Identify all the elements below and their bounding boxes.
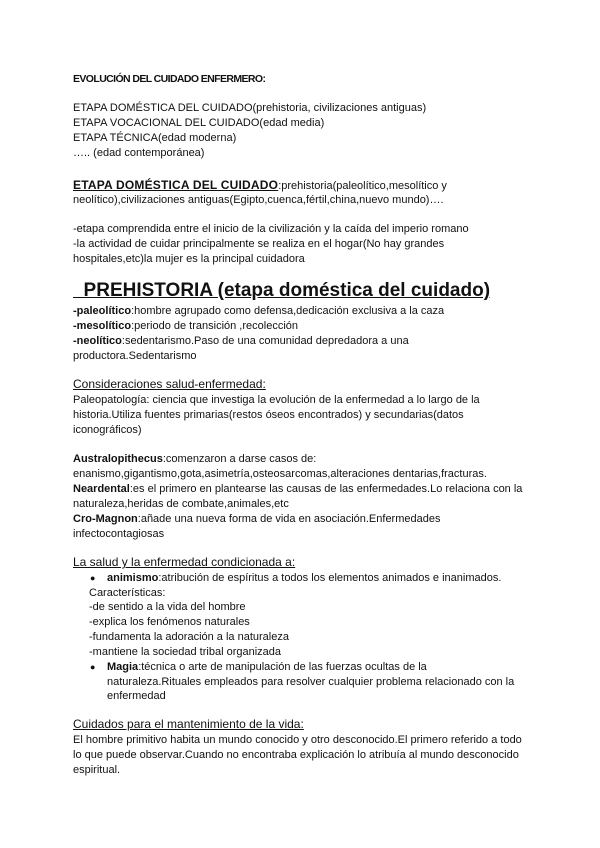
salud-heading: La salud y la enfermedad condicionada a: <box>73 555 296 569</box>
paragraph-line: historia.Utiliza fuentes primarias(restos óseos encontrados) y secundarias(datos <box>73 409 464 421</box>
bullet-text: :técnica o arte de manipulación de las fuerzas ocultas de la <box>138 661 427 673</box>
domestic-heading: ETAPA DOMÉSTICA DEL CUIDADO <box>73 178 279 192</box>
species-text: naturaleza,heridas de combate,animales,etc <box>73 498 289 510</box>
domestic-note: -la actividad de cuidar principalmente se realiza en el hogar(No hay grandes <box>73 238 445 250</box>
period-item <box>73 304 444 318</box>
period-text: :periodo de transición ,recolección <box>131 320 299 332</box>
paragraph-line: espiritual. <box>73 764 121 776</box>
species-text: infectocontagiosas <box>73 528 165 540</box>
bullet-term: animismo <box>107 572 159 584</box>
cuidados-heading: Cuidados para el mantenimiento de la vida: <box>73 717 304 731</box>
prehistoria-heading: PREHISTORIA (etapa doméstica del cuidado) <box>73 280 491 301</box>
bullet-term: Magia <box>107 661 139 673</box>
species-text: enanismo,gigantismo,gota,asimetría,osteosarcomas,alteraciones dentarias,fracturas. <box>73 468 487 480</box>
species-item <box>73 512 440 526</box>
domestic-note: -etapa comprendida entre el inicio de la civilización y la caída del imperio romano <box>73 223 469 235</box>
characteristic-line: -mantiene la sociedad tribal organizada <box>89 646 282 658</box>
period-text: :sedentarismo.Paso de una comunidad depredadora a una <box>121 335 409 347</box>
species-term: Neardental <box>73 483 130 495</box>
species-text: :comenzaron a darse casos de: <box>162 453 317 465</box>
bullet-item <box>107 660 427 674</box>
paragraph-line: Paleopatología: ciencia que investiga la evolución de la enfermedad a lo largo de la <box>73 394 480 406</box>
period-text: :hombre agrupado como defensa,dedicación exclusiva a la caza <box>131 305 445 317</box>
paragraph-line: lo que puede observar.Cuando no encontraba explicación lo atribuía al mundo desconocido <box>73 749 519 761</box>
characteristic-line: -fundamenta la adoración a la naturaleza <box>89 631 289 643</box>
bullet-text: naturaleza.Rituales empleados para resolver cualquier problema relacionado con la <box>107 676 515 688</box>
paragraph-line: El hombre primitivo habita un mundo conocido y otro desconocido.El primero referido a todo <box>73 734 522 746</box>
period-term: -neolítico <box>73 335 122 347</box>
characteristic-line: Características: <box>89 587 166 599</box>
stage-line: ….. (edad contemporánea) <box>73 147 205 159</box>
period-text: productora.Sedentarismo <box>73 350 197 362</box>
bullet-icon: ● <box>90 573 96 583</box>
bullet-text: enfermedad <box>107 690 166 702</box>
species-text: :añade una nueva forma de vida en asociación.Enfermedades <box>137 513 441 525</box>
document-title: EVOLUCIÓN DEL CUIDADO ENFERMERO: <box>73 73 266 85</box>
species-item <box>73 452 316 466</box>
period-item <box>73 319 298 333</box>
bullet-item <box>107 571 501 585</box>
species-text: :es el primero en plantearse las causas de las enfermedades.Lo relaciona con la <box>129 483 523 495</box>
domestic-text: neolítico),civilizaciones antiguas(Egipto,cuenca,fértil,china,nuevo mundo)…. <box>73 194 444 206</box>
period-item <box>73 334 409 348</box>
paragraph-line: iconográficos) <box>73 424 142 436</box>
stage-line: ETAPA VOCACIONAL DEL CUIDADO(edad media) <box>73 117 325 129</box>
domestic-note: hospitales,etc)la mujer es la principal cuidadora <box>73 253 305 265</box>
bullet-icon: ● <box>90 662 96 672</box>
stage-line: ETAPA TÉCNICA(edad moderna) <box>73 132 237 144</box>
period-term: -paleolítico <box>73 305 132 317</box>
domestic-intro <box>73 178 447 193</box>
stage-line: ETAPA DOMÉSTICA DEL CUIDADO(prehistoria, civilizaciones antiguas) <box>73 102 427 114</box>
species-term: Cro-Magnon <box>73 513 138 525</box>
characteristic-line: -explica los fenómenos naturales <box>89 616 250 628</box>
species-item <box>73 482 522 496</box>
characteristic-line: -de sentido a la vida del hombre <box>89 601 246 613</box>
bullet-text: :atribución de espíritus a todos los elementos animados e inanimados. <box>158 572 502 584</box>
period-term: -mesolítico <box>73 320 132 332</box>
species-term: Australopithecus <box>73 453 163 465</box>
domestic-text: :prehistoria(paleolítico,mesolítico y <box>278 180 447 192</box>
consideraciones-heading: Consideraciones salud-enfermedad: <box>73 377 266 391</box>
